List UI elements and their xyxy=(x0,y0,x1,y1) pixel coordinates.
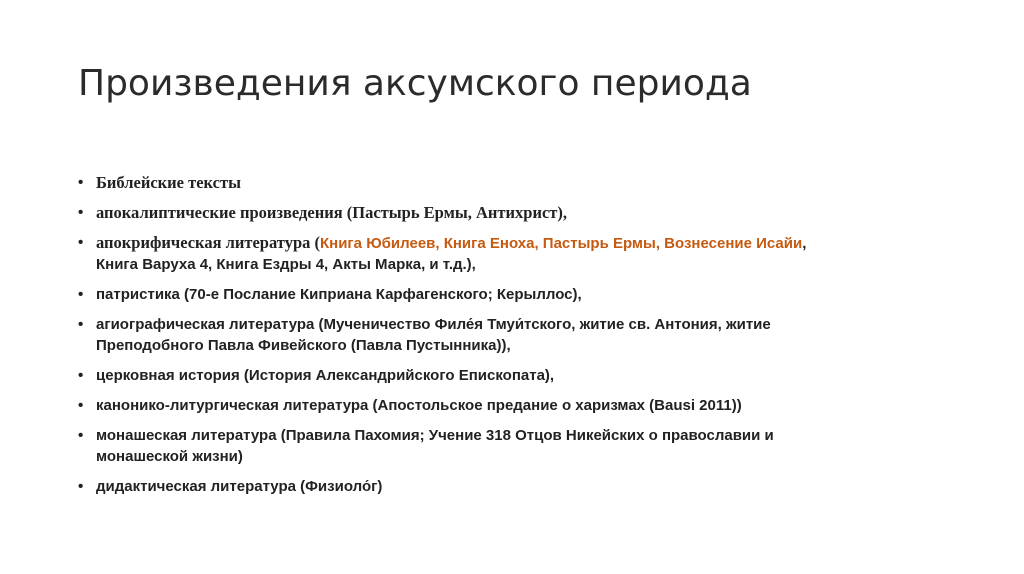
list-item-highlight: Книга Юбилеев, Книга Еноха, Пастырь Ермы, Вознесение Исайи xyxy=(320,235,803,252)
list-item-patristics xyxy=(78,284,958,305)
bullet-list xyxy=(78,172,958,506)
list-item-biblical-texts xyxy=(78,172,958,193)
list-item-text: патристика (70-е Послание Киприана Карфагенского; Керыллос), xyxy=(96,286,582,303)
list-item-prefix: апокрифическая литература ( xyxy=(96,233,320,252)
list-item-line2: Книга Варуха 4, Книга Ездры 4, Акты Марка, и т.д.), xyxy=(96,256,476,273)
list-item-didactic xyxy=(78,476,958,497)
list-item-suffix: , xyxy=(802,235,807,252)
list-item-text: церковная история (История Александрийского Епископата), xyxy=(96,367,555,384)
list-item-text: агиографическая литература (Мученичество Филе́я Тмуи́тского, житие св. Антония, житие xyxy=(96,316,771,333)
list-item-text: Библейские тексты xyxy=(96,173,241,192)
list-item-text: дидактическая литература (Физиоло́г) xyxy=(96,478,383,495)
list-item-text: канонико-литургическая литература (Апостольское предание о харизмах (Bausi 2011)) xyxy=(96,397,742,414)
list-item-line2: монашеской жизни) xyxy=(96,448,243,465)
list-item-apocrypha xyxy=(78,232,958,275)
list-item-monastic xyxy=(78,425,958,467)
list-item-apocalyptic xyxy=(78,202,958,223)
list-item-hagiography xyxy=(78,314,958,356)
slide-title: Произведения аксумского периода xyxy=(78,63,752,104)
list-item-text: монашеская литература (Правила Пахомия; Учение 318 Отцов Никейских о православии и xyxy=(96,427,774,444)
list-item-canonical-liturgical xyxy=(78,395,958,416)
list-item-line2: Преподобного Павла Фивейского (Павла Пустынника)), xyxy=(96,337,511,354)
list-item-text: апокалиптические произведения (Пастырь Ермы, Антихрист), xyxy=(96,203,567,222)
list-item-church-history xyxy=(78,365,958,386)
